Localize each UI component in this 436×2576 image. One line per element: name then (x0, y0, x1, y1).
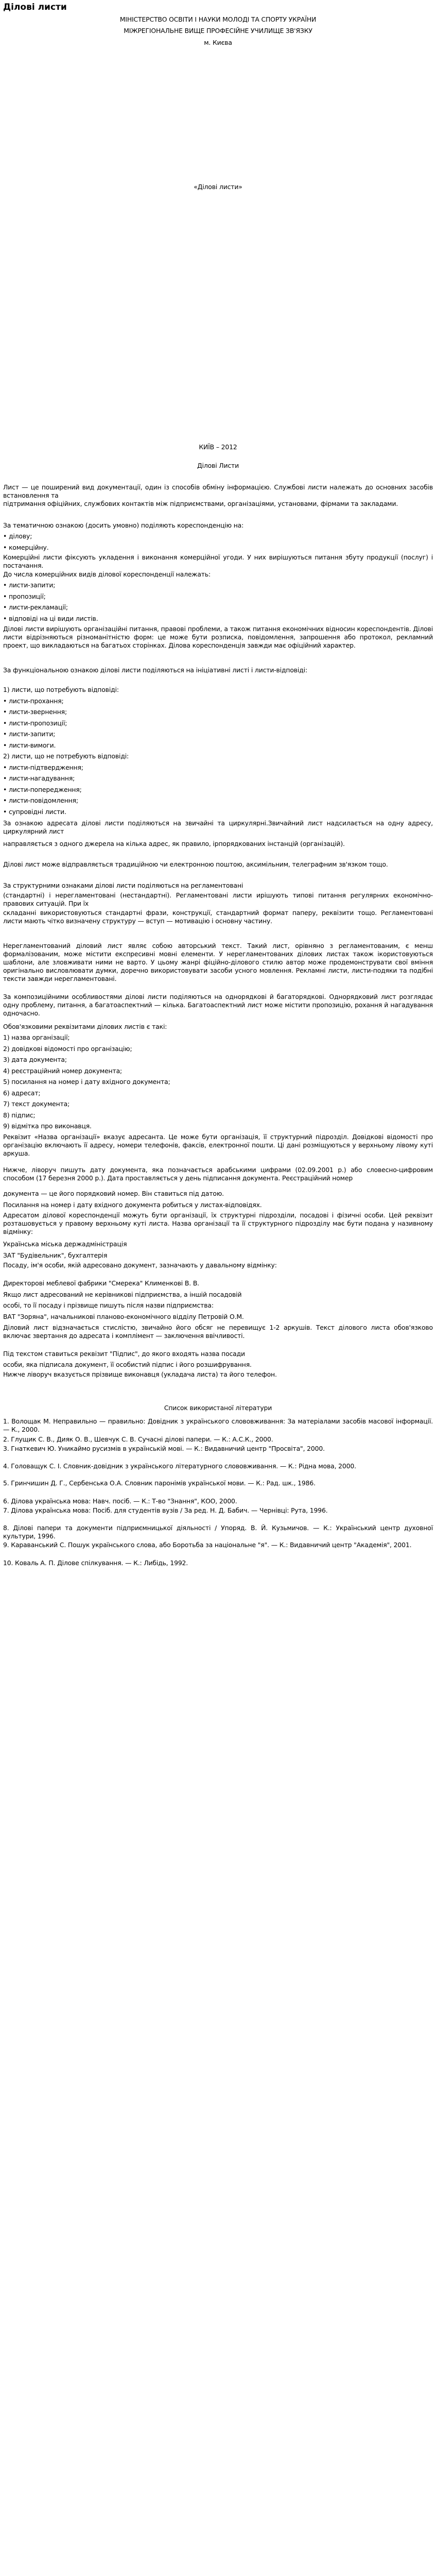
paragraph: Нерегламентований діловий лист являє собою авторський текст. Такий лист, орівняно з регламентованим, є менш формалізованим, може містити експресивні мовні елементи. У нерегламентованих ділових листах також ікористовуються шаблони, але зловживати ними не варто. У цьому жанрі фіційно-ділового стилю автор може продемонструвати свої вміння оригінально висловлювати думки, доречно використовувати засоби усного мовлення. Рекламні листи, листи-подяки та подібні тексти завжди нерегламентовані. (3, 942, 433, 982)
paragraph: Посаду, ім'я особи, якій адресовано документ, зазначають у давальному відмінку: (3, 1261, 277, 1269)
page-title: Ділові листи (3, 2, 67, 12)
list-item: • пропозиції; (3, 592, 46, 600)
paragraph: Посилання на номер і дату вхідного документа робиться у листах-відповідях. (3, 1201, 262, 1209)
cover-title: «Ділові листи» (194, 183, 242, 191)
paragraph: направляється з одного джерела на кілька адрес, як правило, ірпорядкованих інстанцій (організацій). (3, 840, 345, 848)
paragraph: Нижче, ліворуч пишуть дату документа, яка позначається арабськими цифрами (02.09.2001 р.) або словесно-цифровим способом (17 березня 2000 р.). Дата проставляється у день підписання документа. Реєстраційний номер (3, 1166, 433, 1182)
reference-item: 3. Гнаткевич Ю. Уникаймо русизмів в українській мові. — К.: Видавничий центр "Просвіта", 2000. (3, 1445, 325, 1452)
paragraph: Реквізит «Назва організації» вказує адресанта. Це може бути організація, її структурний підрозділ. Довідкові відомості про організацію включають її адресу, номери телефонів, факсів, електронної пошти. Ці дані розміщуються у верхньому лівому куті аркуша. (3, 1133, 433, 1157)
list-item: • комерційну. (3, 544, 49, 551)
list-item: • ділову; (3, 532, 32, 540)
list-item: • листи-запити; (3, 581, 56, 589)
cover-city: м. Києва (204, 39, 232, 46)
cover-ministry: МІНІСТЕРСТВО ОСВІТИ І НАУКИ МОЛОДІ ТА СПОРТУ УКРАЇНИ (119, 15, 317, 23)
list-item: • листи-прохання; (3, 697, 64, 705)
paragraph: Під текстом ставиться реквізит "Підпис", до якого входять назва посади (3, 1350, 245, 1358)
reference-item: 1. Волощак М. Неправильно — правильно: Довідник з українського слововживання: За матеріалами засобів масової інформації. — К., 2000. (3, 1417, 433, 1433)
paragraph: Обов'язковими реквізитами ділових листів є такі: (3, 1023, 167, 1030)
paragraph: Діловий лист відзначається стислістю, звичайно його обсяг не перевищує 1-2 аркушів. Текст ділового листа обов'язково включає звертання до адресата і комплімент — заключення ввічливості. (3, 1324, 433, 1340)
paragraph: Якщо лист адресований не керівникові підприємства, а іншій посадовій (3, 1291, 242, 1298)
cover-city-year: КИЇВ – 2012 (199, 443, 237, 451)
list-item: • листи-підтвердження; (3, 764, 83, 771)
paragraph: підтримання офіційних, службових контактів між підприємствами, організаціями, установами, фірмами та закладами. (3, 500, 398, 507)
paragraph: ЗАТ "Будівельник", бухгалтерія (3, 1251, 108, 1259)
list-item: • листи-звернення; (3, 708, 67, 716)
reference-item: 7. Ділова українська мова: Посіб. для студентів вузів / За ред. Н. Д. Бабич. — Чернівці: Рута, 1996. (3, 1506, 328, 1514)
paragraph: За композиційними особливостями ділові листи поділяються на однорядкові й багаторядкові. Однорядковий лист розглядає одну проблему, питання, а багатоаспектний — кілька. Багатоаспектний лист може містити пропозицію, рохання й нагадування одночасно. (3, 993, 433, 1017)
list-item: • листи-повідомлення; (3, 796, 78, 804)
list-item: 2) довідкові відомості про організацію; (3, 1045, 132, 1053)
list-item: 4) реєстраційний номер документа; (3, 1067, 123, 1075)
paragraph: За функціональною ознакою ділові листи поділяються на ініціативні листі і листи-відповіді: (3, 666, 307, 674)
paragraph: За структурними ознаками ділові листи поділяються на регламентовані (3, 882, 243, 889)
paragraph: За ознакою адресата ділові листи поділяються на звичайні та циркулярні.Звичайний лист надсилається на одну адресу, циркулярний лист (3, 819, 433, 835)
paragraph: Українська міська держадміністрація (3, 1240, 127, 1248)
paragraph: Адресатом ділової кореспонденції можуть бути організації, їх структурні підрозділи, посадові і фізичні особи. Цей реквізит розташовується у правому верхньому куті листа. Назва організації та її структурного підрозділу має бути подана у називному відмінку: (3, 1211, 433, 1235)
paragraph: Нижче ліворуч вказується прізвище виконавця (укладача листа) та його телефон. (3, 1370, 277, 1378)
list-item: 7) текст документа; (3, 1100, 70, 1108)
paragraph: До числа комерційних видів ділової кореспонденції належать: (3, 570, 211, 578)
paragraph: (стандартні) і нерегламентовані (нестандартні). Регламентовані листи ирішують типові питання регулярних економічно-правових ситуацій. При їх (3, 891, 433, 907)
paragraph: документа — це його порядковий номер. Він ставиться під датою. (3, 1190, 224, 1197)
list-item: • листи-пропозиції; (3, 719, 67, 727)
list-item: 9) відмітка про виконавця. (3, 1122, 92, 1130)
paragraph: Директорові меблевої фабрики "Смерека" Клименкові В. В. (3, 1279, 199, 1287)
paragraph: особи, яка підписала документ, її особистий підпис і його розшифрування. (3, 1361, 252, 1368)
reference-item: 6. Ділова українська мова: Навч. посіб. — К.: Т-во "Знання", КОО, 2000. (3, 1497, 237, 1505)
reference-item: 2. Глущик С. В., Дияк О. В., Шевчук С. В. Сучасні ділові папери. — К.: А.С.К., 2000. (3, 1435, 273, 1443)
paragraph: Ділові листи вирішують організаційні питання, правові проблеми, а також питання економічних відносин кореспондентів. Ділові листи відрізняються різноманітністю форм: це може бути розписка, повідомлення, запрошення або протокол, рекламний проект, що викладаються на багатьох сторінках. Ділова кореспонденція завжди має офіційний характер. (3, 625, 433, 649)
list-item: • листи-попередження; (3, 786, 82, 793)
list-item: • листи-нагадування; (3, 774, 75, 782)
paragraph: Лист — це поширений вид документації, один із способів обміну інформацією. Службові листи належать до основних засобів встановлення та (3, 483, 433, 499)
list-item: 5) посилання на номер і дату вхідного документа; (3, 1078, 170, 1086)
cover-school: МІЖРЕГІОНАЛЬНЕ ВИЩЕ ПРОФЕСІЙНЕ УЧИЛИЩЕ ЗВ'ЯЗКУ (124, 27, 312, 35)
reference-item: 5. Гринчишин Д. Г., Сербенська О.А. Словник паронімів української мови. — К.: Рад. шк., 1986. (3, 1479, 316, 1487)
list-item: 3) дата документа; (3, 1056, 67, 1063)
paragraph: ВАТ "Зоряна", начальникові планово-економічного відділу Петровій О.М. (3, 1313, 244, 1320)
list-item: • супровідні листи. (3, 808, 66, 816)
list-item: • листи-запити; (3, 730, 56, 738)
list-item: 6) адресат; (3, 1089, 41, 1097)
references-title: Список використаної літератури (164, 1404, 272, 1412)
reference-item: 8. Ділові папери та документи підприємницької діяльності / Упоряд. В. Й. Кузьмичов. — К.: Український центр духовної культури, 1996. (3, 1524, 433, 1540)
list-item: • листи-рекламації; (3, 603, 68, 611)
list-item: • відповіді на ці види листів. (3, 615, 98, 622)
paragraph: Ділові лист може відправляється традиційною чи електронною поштою, аксимільним, телеграфним зв'язком тощо. (3, 860, 388, 868)
reference-item: 9. Караванський С. Пошук українського слова, або Боротьба за національне "я". — К.: Видавничий центр "Академія", 2001. (3, 1541, 412, 1549)
list-item: 1) назва організації; (3, 1033, 70, 1041)
paragraph: особі, то її посаду і прізвище пишуть після назви підприємства: (3, 1301, 214, 1309)
paragraph: складанні використовуються стандартні фрази, конструкції, стандартний формат паперу, реквізити тощо. Регламентовані листи мають чітко визначену структуру — вступ — мотивацію і основну частину. (3, 909, 433, 925)
list-item: • листи-вимоги. (3, 741, 56, 749)
list-item: 1) листи, що потребують відповіді: (3, 686, 119, 693)
paragraph: За тематичною ознакою (досить умовно) поділяють кореспонденцію на: (3, 521, 244, 529)
section-title: Ділові Листи (197, 462, 239, 469)
paragraph: Комерційні листи фіксують укладення і виконання комерційної угоди. У них вирішуються питання збуту продукції (послуг) і постачання. (3, 553, 433, 569)
reference-item: 4. Головащук С. І. Словник-довідник з українського літературного слововживання. — К.: Рідна мова, 2000. (3, 1462, 356, 1470)
reference-item: 10. Коваль А. П. Ділове спілкування. — К.: Либідь, 1992. (3, 1559, 188, 1567)
list-item: 2) листи, що не потребують відповіді: (3, 752, 129, 760)
list-item: 8) підпис; (3, 1111, 36, 1119)
